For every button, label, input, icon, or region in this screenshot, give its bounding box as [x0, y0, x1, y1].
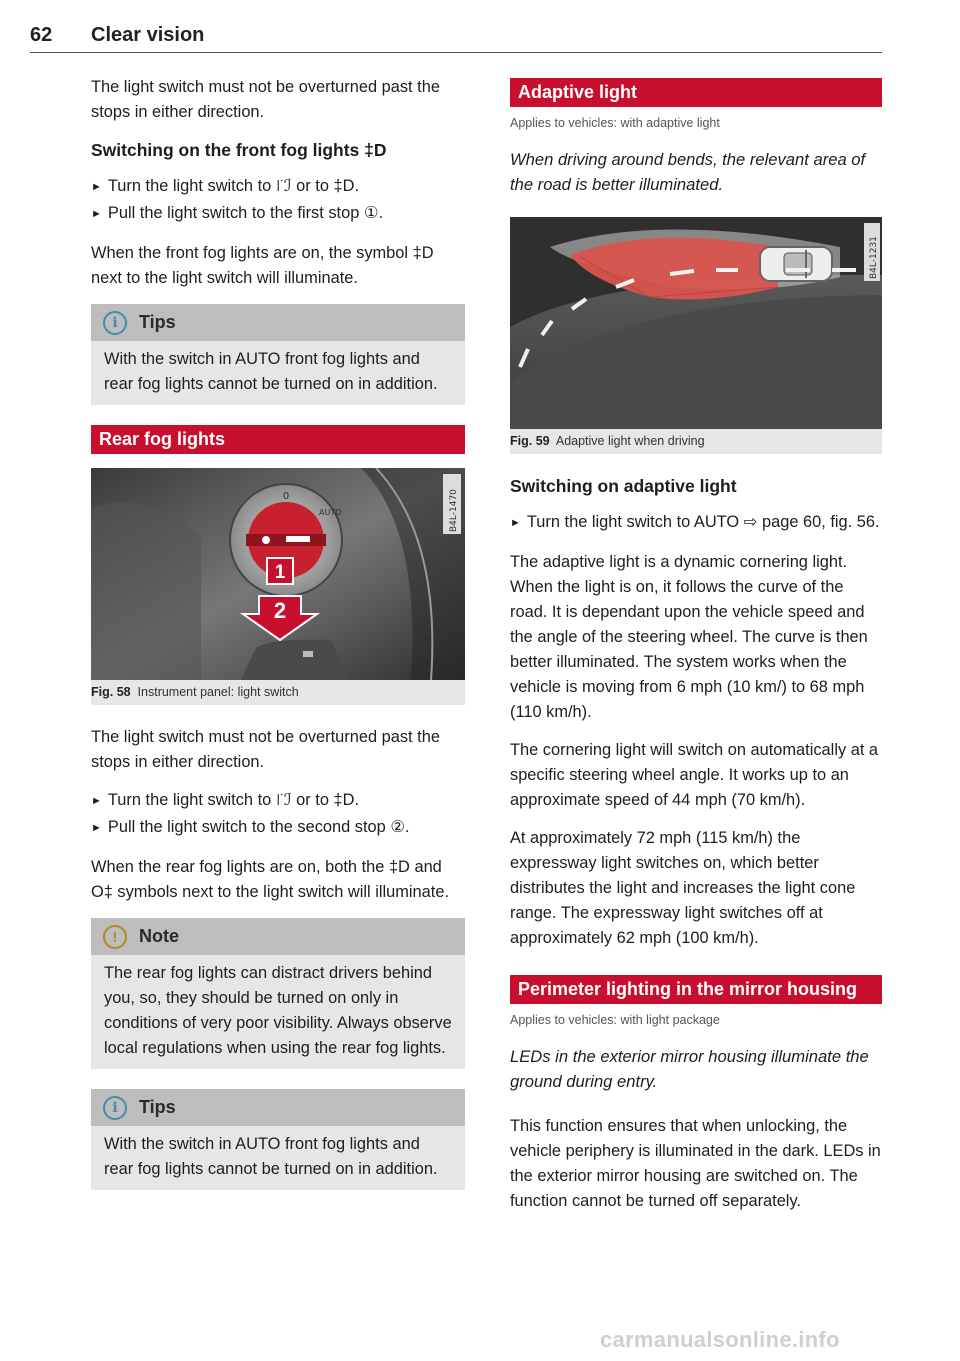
- info-icon: i: [103, 1096, 127, 1120]
- warning-icon: !: [103, 925, 127, 949]
- figure-59: [510, 217, 882, 454]
- rear-fog-section-bar: Rear fog lights: [91, 425, 465, 454]
- switching-adaptive-heading: Switching on adaptive light: [510, 476, 737, 496]
- step-item: ► Turn the light switch to ꜍ℐ or to ‡D.: [91, 791, 360, 809]
- paragraph-overturn: The light switch must not be overturned past the stops in either direction.: [91, 78, 440, 121]
- figure-58-caption: Fig. 58 Instrument panel: light switch: [91, 685, 299, 699]
- page-number: 62: [30, 24, 53, 46]
- step-item: ► Turn the light switch to AUTO ⇨ page 60, fig. 56.: [510, 513, 880, 531]
- tips-text: With the switch in AUTO front fog lights and rear fog lights cannot be turned on in addition.: [104, 350, 438, 393]
- tips-text: With the switch in AUTO front fog lights and rear fog lights cannot be turned on in addition.: [104, 1135, 438, 1178]
- applies-to: Applies to vehicles: with light package: [510, 1013, 720, 1027]
- watermark: carmanualsonline.info: [600, 1327, 840, 1352]
- tips-box-2: [91, 1089, 465, 1190]
- svg-text:2: 2: [273, 598, 287, 623]
- figure-59-caption: Fig. 59 Adaptive light when driving: [510, 434, 705, 448]
- step-item: ► Pull the light switch to the second stop ②.: [91, 818, 410, 836]
- page-header: [30, 22, 882, 53]
- paragraph-dynamic: The adaptive light is a dynamic cornering light. When the light is on, it follows the curve of the road. It is dependant upon the vehicle speed and the angle of the steering wheel. The curve is then better illuminated. The system works when the vehicle is moving from 6 mph (10 km/) to 68 mph (110 km/h).: [510, 553, 868, 721]
- adaptive-light-section-bar: Adaptive light: [510, 78, 882, 107]
- step-item: ► Pull the light switch to the first stop ①.: [91, 204, 384, 222]
- paragraph-overturn-2: The light switch must not be overturned past the stops in either direction.: [91, 728, 440, 771]
- svg-text:1: 1: [274, 562, 286, 583]
- note-text: The rear fog lights can distract drivers behind you, so, they should be turned on only in conditions of very poor visibility. Always observe local regulations when using the rear fog lights.: [104, 964, 452, 1057]
- tips-header: i Tips: [91, 1089, 465, 1126]
- svg-text:0: 0: [282, 491, 290, 502]
- bullet-arrow-icon: ►: [91, 181, 102, 193]
- front-fog-steps: [91, 174, 465, 228]
- bullet-arrow-icon: ►: [510, 517, 521, 529]
- paragraph-cornering: The cornering light will switch on automatically at a specific steering wheel angle. It works up to an approximate speed of 44 mph (70 km/h).: [510, 741, 879, 809]
- tips-box: [91, 304, 465, 405]
- bullet-arrow-icon: ►: [91, 208, 102, 220]
- note-box: [91, 918, 465, 1069]
- rear-fog-result: When the rear fog lights are on, both the ‡D and O‡ symbols next to the light switch will illuminate.: [91, 858, 450, 901]
- paragraph-expressway: At approximately 72 mph (115 km/h) the expressway light switches on, which better distributes the light and increases the light cone range. The expressway light switches off at approximately 62 mph (100 km/h).: [510, 829, 856, 947]
- tips-header: i Tips: [91, 304, 465, 341]
- step-item: ► Turn the light switch to ꜍ℐ or to ‡D.: [91, 177, 360, 195]
- light-switch-illustration: [91, 468, 465, 680]
- figure-code: B4L-1470: [449, 489, 459, 532]
- info-icon: i: [103, 311, 127, 335]
- perimeter-lighting-section-bar: Perimeter lighting in the mirror housing: [510, 975, 882, 1004]
- section-title: Clear vision: [91, 24, 205, 46]
- front-fog-heading: Switching on the front fog lights ‡D: [91, 140, 387, 160]
- rear-fog-steps: [91, 788, 465, 842]
- bullet-arrow-icon: ►: [91, 795, 102, 807]
- adaptive-intro: When driving around bends, the relevant area of the road is better illuminated.: [510, 150, 866, 194]
- left-column: [91, 75, 465, 1190]
- applies-to: Applies to vehicles: with adaptive light: [510, 116, 720, 130]
- right-column: [510, 78, 882, 1227]
- perimeter-intro: LEDs in the exterior mirror housing illuminate the ground during entry.: [510, 1047, 869, 1091]
- adaptive-steps: [510, 510, 882, 537]
- adaptive-light-illustration: [510, 217, 882, 429]
- figure-code: B4L-1231: [869, 236, 879, 279]
- bullet-arrow-icon: ►: [91, 822, 102, 834]
- paragraph-perimeter: This function ensures that when unlocking, the vehicle periphery is illuminated in the dark. LEDs in the exterior mirror housing are switched on. The function cannot be turned off separately.: [510, 1117, 881, 1210]
- front-fog-result: When the front fog lights are on, the symbol ‡D next to the light switch will illuminate.: [91, 244, 434, 287]
- figure-58: [91, 468, 465, 705]
- note-header: ! Note: [91, 918, 465, 955]
- svg-text:AUTO: AUTO: [319, 508, 342, 517]
